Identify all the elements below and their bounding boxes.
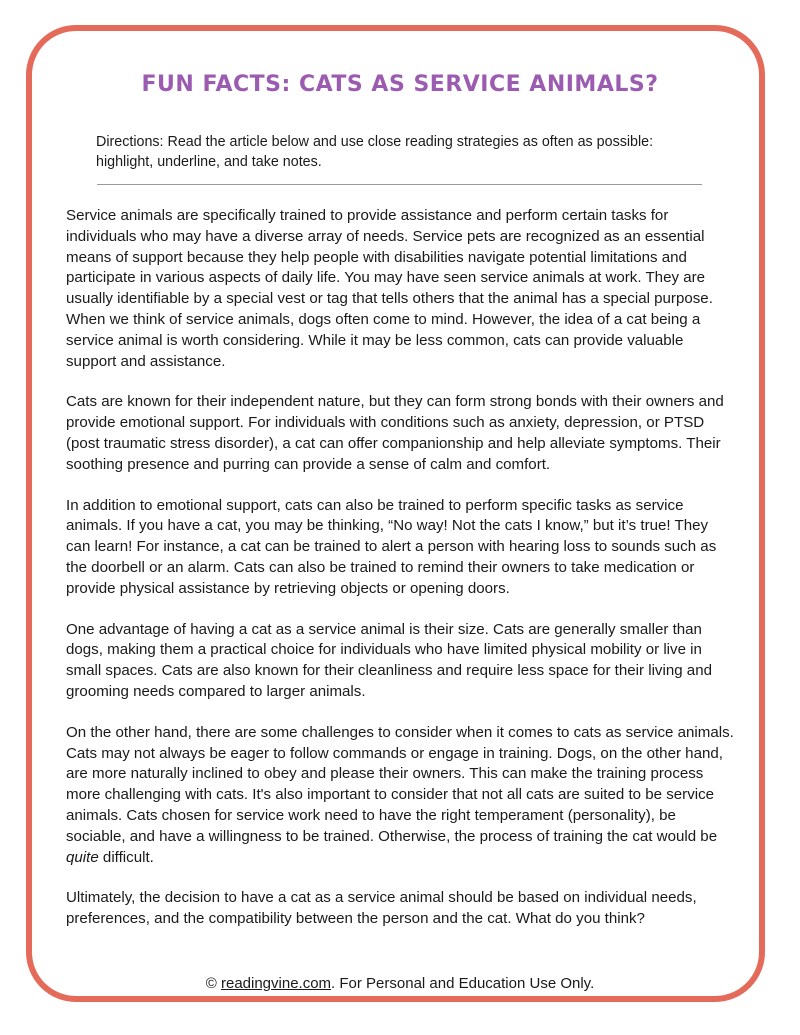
footer-site-link[interactable]: readingvine.com [220, 975, 332, 992]
article-paragraph-5: On the other hand, there are some challenges to consider when it comes to cats as service animals. Cats may not always be eager to follow commands or engage in training. Dogs, on the other hand, are more naturally inclined to obey and please their owners. This can make the training process more challenging with cats. It's also important to consider that not all cats are suited to be service animals. Cats chosen for service work need to have the right temperament (personality), be sociable, and have a willingness to be trained. Otherwise, the process of training the cat would be quite difficult. [66, 723, 734, 866]
footer-usage-text: . For Personal and Education Use Only. [331, 975, 595, 992]
article-body [66, 206, 736, 950]
emphasis-word: quite [66, 848, 99, 866]
article-paragraph-3: In addition to emotional support, cats can also be trained to perform specific tasks as service animals. If you have a cat, you may be thinking, “No way! Not the cats I know,” but it’s true! They can learn! For instance, a cat can be trained to alert a person with hearing loss to sounds such as the doorbell or an alarm. Cats can also be trained to remind their owners to take medication or provide physical assistance by retrieving objects or opening doors. [66, 496, 717, 597]
article-paragraph-1: Service animals are specifically trained to provide assistance and perform certain tasks for individuals who may have a diverse array of needs. Service pets are recognized as an essential means of support because they help people with disabilities navigate potential limitations and participate in various aspects of daily life. You may have seen service animals at work. They are usually identifiable by a special vest or tag that tells others that the animal has a special purpose. When we think of service animals, dogs often come to mind. However, the idea of a cat being a service animal is worth considering. While it may be less common, cats can provide valuable support and assistance. [66, 207, 713, 370]
directions-text: Directions: Read the article below and use close reading strategies as often as possible: highlight, underline, and take notes. [96, 134, 654, 170]
page-title: FUN FACTS: CATS AS SERVICE ANIMALS? [141, 72, 659, 97]
article-paragraph-6: Ultimately, the decision to have a cat as a service animal should be based on individual needs, preferences, and the compatibility between the person and the cat. What do you think? [66, 889, 697, 928]
footer [0, 975, 800, 992]
copyright-symbol: © [205, 975, 217, 992]
article-paragraph-4: One advantage of having a cat as a service animal is their size. Cats are generally smaller than dogs, making them a practical choice for individuals who have limited physical mobility or live in small spaces. Cats are also known for their cleanliness and require less space for their living and grooming needs compared to larger animals. [66, 620, 712, 700]
divider-line [97, 184, 702, 185]
article-paragraph-2: Cats are known for their independent nature, but they can form strong bonds with their owners and provide emotional support. For individuals with conditions such as anxiety, depression, or PTSD (post traumatic stress disorder), a cat can offer companionship and help alleviate symptoms. Their soothing presence and purring can provide a sense of calm and comfort. [66, 393, 724, 473]
